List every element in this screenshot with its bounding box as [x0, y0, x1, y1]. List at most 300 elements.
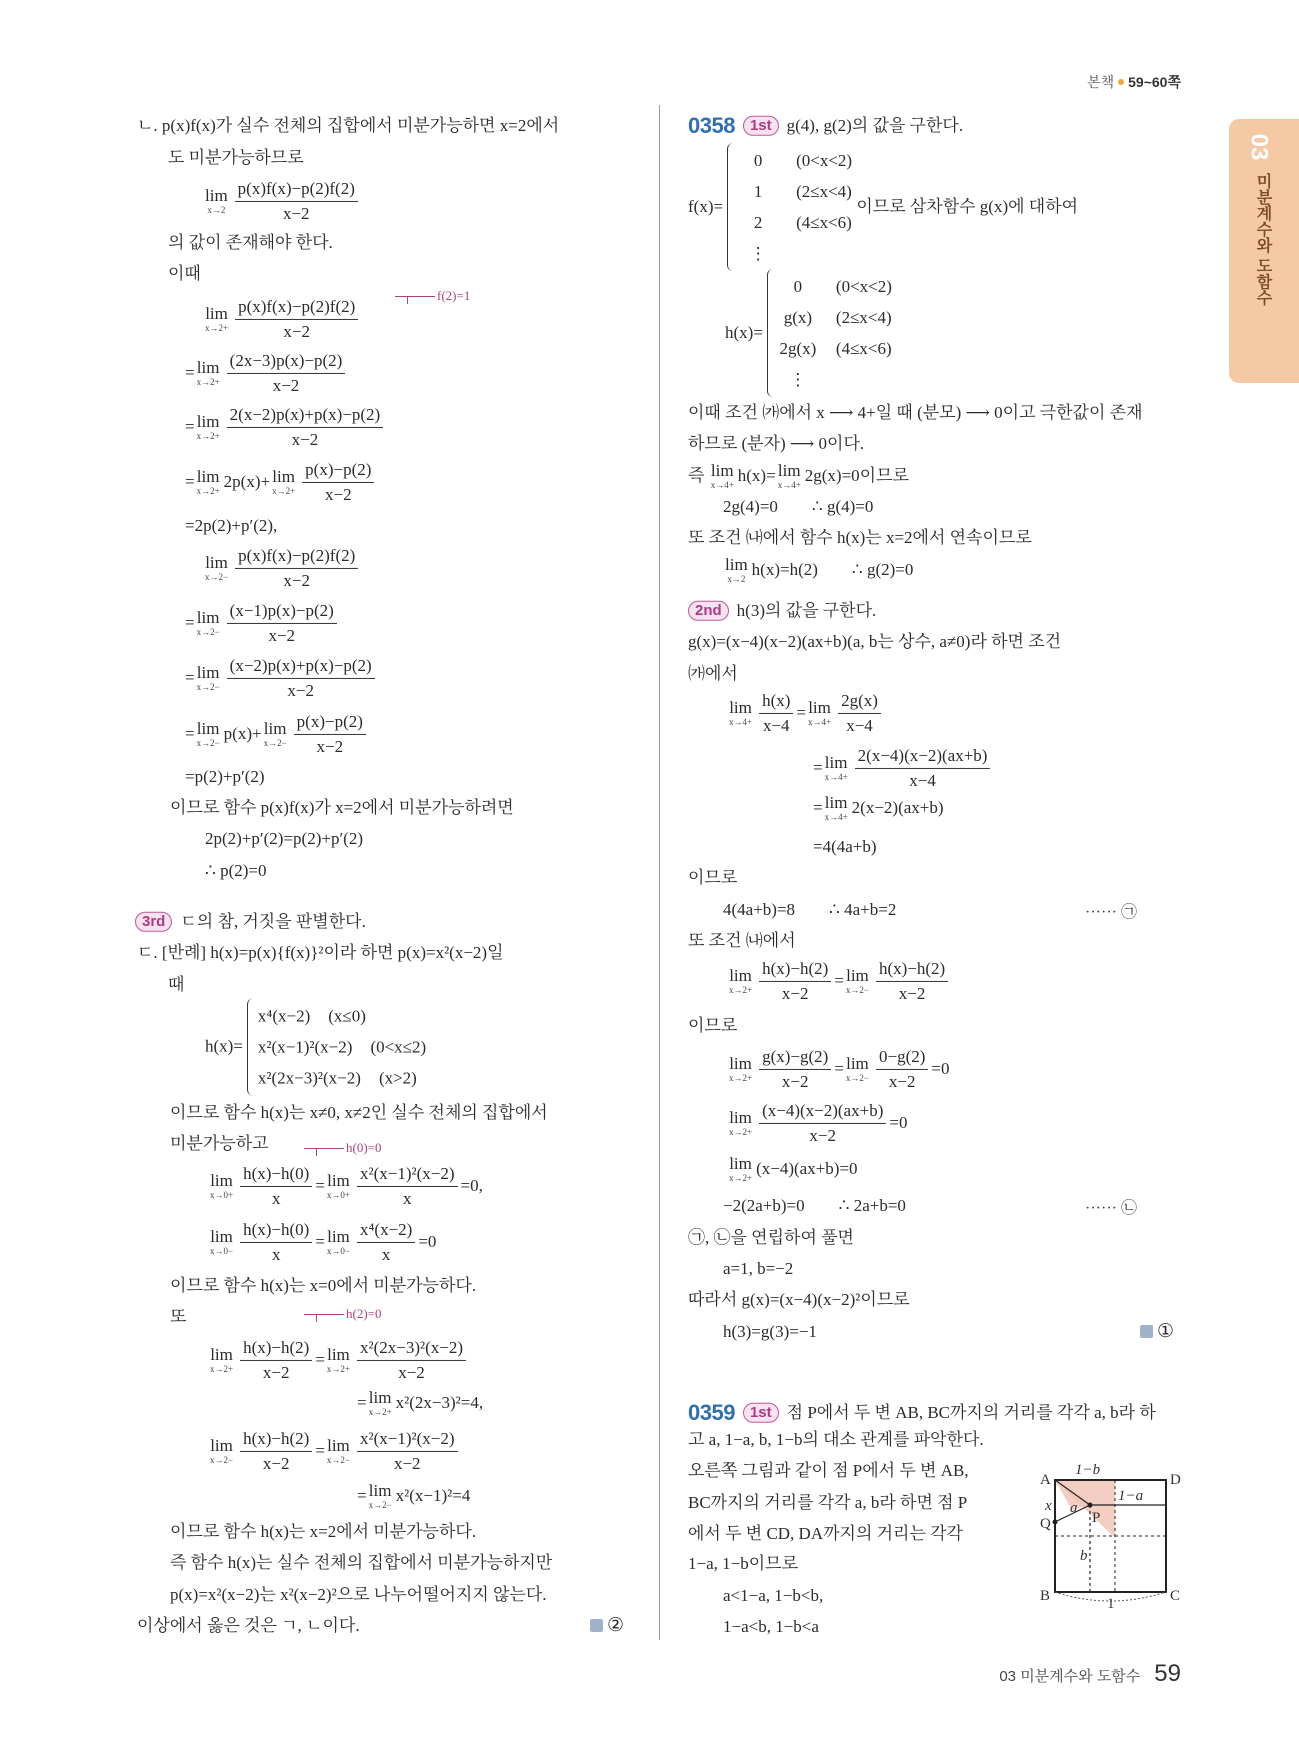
numerator: p(x)−p(2) [294, 712, 366, 735]
solution-line [688, 1493, 967, 1513]
lim-subscript: x→2+ [326, 1364, 350, 1374]
limit-expression [197, 609, 220, 637]
fraction [876, 1047, 928, 1091]
text-span: 또 조건 ㈏에서 [688, 930, 796, 950]
numerator: x²(x−1)²(x−2) [357, 1429, 458, 1452]
fraction [357, 1164, 458, 1208]
label-1-minus-b: 1−b [1075, 1462, 1101, 1478]
limit-expression [205, 554, 228, 582]
numerator: (x−4)(x−2)(ax+b) [759, 1101, 886, 1124]
solution-line [727, 1101, 907, 1145]
case-row [778, 271, 892, 302]
denominator: x−2 [888, 1071, 916, 1091]
page-number: 59 [1154, 1660, 1181, 1687]
text-span: 또 [170, 1306, 187, 1326]
solution-line [723, 556, 913, 584]
lim-subscript: x→0+ [210, 1190, 234, 1200]
numerator: h(x)−h(0) [240, 1220, 312, 1243]
limit-expression [369, 1389, 392, 1417]
text-span: 의 값이 존재해야 한다. [168, 232, 333, 252]
case-row [738, 207, 852, 238]
limit-expression [264, 720, 287, 748]
solution-line [208, 1338, 469, 1382]
limit-expression [825, 754, 848, 782]
solution-line [170, 1134, 269, 1154]
limit-expression [327, 1172, 350, 1200]
limit-expression [711, 462, 734, 490]
solution-line [688, 434, 864, 454]
solution-line [688, 664, 738, 684]
lim-subscript: x→0− [210, 1246, 234, 1256]
limit-expression [197, 413, 220, 441]
text-span: = [185, 362, 195, 382]
solution-line [813, 794, 944, 822]
denominator: x−2 [393, 1453, 421, 1473]
solution-line [688, 931, 796, 951]
solution-line [185, 712, 369, 756]
case-row [258, 1032, 426, 1063]
fraction [235, 546, 358, 590]
lim-word: lim [777, 461, 801, 480]
case-expression: ⋮ [749, 244, 767, 263]
fraction [357, 1220, 415, 1264]
solution-line [688, 1461, 969, 1481]
denominator: x−2 [268, 625, 296, 645]
limit-expression [729, 967, 752, 995]
text-span: 이므로 함수 h(x)는 x≠0, x≠2인 실수 전체의 집합에서 [170, 1102, 548, 1122]
lim-word: lim [368, 1388, 392, 1407]
solution-line [205, 829, 363, 849]
limit-expression [846, 1055, 869, 1083]
numerator: g(x)−g(2) [759, 1047, 831, 1070]
numerator: h(x) [759, 691, 793, 714]
numerator: 2(x−4)(x−2)(ax+b) [855, 746, 991, 769]
solution-line [813, 837, 877, 857]
limit-expression [197, 664, 220, 692]
limit-expression [272, 468, 295, 496]
text-span: 이므로 [688, 1015, 738, 1035]
solution-line [727, 691, 884, 735]
denominator: x−2 [781, 1071, 809, 1091]
denominator: x−2 [262, 1362, 290, 1382]
limit-expression [825, 794, 848, 822]
solution-line [185, 516, 277, 536]
solution-line [688, 1524, 963, 1544]
lim-subscript: x→2− [368, 1500, 392, 1510]
limit-expression [778, 462, 801, 490]
solution-line [205, 861, 266, 881]
text-span: = [185, 723, 195, 743]
solution-line [688, 528, 1032, 548]
lim-word: lim [729, 698, 752, 717]
limit-expression [197, 468, 220, 496]
solution-line [688, 868, 737, 888]
denominator: x−4 [762, 715, 790, 735]
lim-subscript: x→2− [196, 738, 220, 748]
answer-icon [590, 1619, 603, 1632]
limit-expression [729, 1109, 752, 1137]
step-badge: 1st [743, 1403, 779, 1423]
step-badge: 1st [743, 116, 779, 136]
fraction [227, 351, 346, 395]
denominator: x−2 [316, 736, 344, 756]
solution-line [208, 1220, 436, 1264]
limit-expression [197, 359, 220, 387]
limit-expression [725, 556, 748, 584]
solution-line [185, 405, 386, 449]
lim-subscript: x→2 [727, 574, 746, 584]
text-span: 2g(4)=0 ∴ g(4)=0 [723, 496, 874, 516]
lim-word: lim [196, 467, 220, 486]
fraction [759, 1047, 831, 1091]
denominator: x [271, 1244, 281, 1264]
text-span: =p(2)+p′(2) [185, 766, 265, 786]
limit-expression [729, 699, 752, 727]
chapter-title: 미분계수와 도함수 [1254, 173, 1271, 306]
text-span: h(3)=g(3)=−1 [723, 1321, 817, 1341]
label-a-dist: a [1070, 1500, 1078, 1516]
limit-expression [327, 1437, 350, 1465]
problem-number: 0358 [688, 112, 735, 138]
solution-line [170, 798, 514, 818]
solution-line [135, 912, 366, 932]
limit-expression [808, 699, 831, 727]
label-1-minus-a: 1−a [1118, 1488, 1144, 1504]
text-span: −2(2a+b)=0 ∴ 2a+b=0 [723, 1195, 906, 1215]
chapter-number: 03 [1245, 133, 1273, 161]
text-span: = [315, 1231, 325, 1251]
text-span: = [185, 471, 195, 491]
text-span: 1−a<b, 1−b<a [723, 1616, 819, 1636]
label-a: A [1040, 1472, 1051, 1488]
case-row [738, 176, 852, 207]
text-span: BC까지의 거리를 각각 a, b라 하면 점 P [688, 1492, 968, 1512]
text-span: = [357, 1485, 367, 1505]
text-span: = [185, 612, 195, 632]
text-span: 도 미분가능하므로 [168, 147, 304, 167]
numerator: p(x)−p(2) [302, 460, 374, 483]
text-span: 2p(x)+ [223, 471, 271, 491]
text-span: = [185, 667, 195, 687]
limit-expression [210, 1228, 233, 1256]
page-reference [1087, 72, 1181, 92]
case-expression: g(x) [783, 308, 813, 327]
fraction [294, 712, 366, 756]
lim-word: lim [210, 1227, 233, 1246]
numerator: x²(x−1)²(x−2) [357, 1164, 458, 1187]
solution-line [168, 233, 333, 253]
text-span: 2(x−2)(ax+b) [851, 797, 944, 817]
denominator: x−2 [898, 983, 926, 1003]
fraction [227, 405, 384, 449]
lim-word: lim [710, 461, 734, 480]
lim-word: lim [729, 966, 752, 985]
solution-line [185, 460, 377, 504]
denominator: x [381, 1244, 391, 1264]
solution-line [723, 900, 896, 920]
solution-line [170, 1553, 552, 1573]
denominator: x−2 [287, 680, 314, 700]
case-expression: x⁴(x−2) [257, 1006, 311, 1026]
text-span: =4(4a+b) [813, 836, 877, 856]
lim-word: lim [808, 698, 831, 717]
lim-subscript: x→4+ [710, 480, 734, 490]
text-span: 2g(x)=0이므로 [804, 465, 909, 485]
lim-word: lim [368, 1481, 392, 1500]
case-row [738, 238, 852, 269]
book-label: 본책 [1087, 74, 1115, 90]
footer-chapter: 03 미분계수와 도함수 [999, 1668, 1141, 1685]
lim-word: lim [846, 1054, 869, 1073]
limit-expression [327, 1228, 350, 1256]
numerator: h(x)−h(0) [240, 1164, 312, 1187]
case-condition: (x>2) [378, 1068, 417, 1088]
numerator: x⁴(x−2) [357, 1220, 415, 1243]
lim-subscript: x→2− [845, 1073, 869, 1083]
solution-line [168, 975, 184, 995]
text-span: =0 [931, 1058, 950, 1078]
lim-subscript: x→2− [845, 985, 869, 995]
lim-subscript: x→2+ [729, 1073, 753, 1083]
text-span: = [315, 1175, 325, 1195]
text-span: 이므로 삼차함수 g(x)에 대하여 [852, 196, 1079, 216]
lim-subscript: x→2− [196, 627, 220, 637]
step-badge: 3rd [135, 912, 172, 932]
label-d: D [1170, 1472, 1181, 1488]
solution-line [688, 1016, 737, 1036]
label-b-dist: b [1080, 1548, 1088, 1564]
case-expression: x²(x−1)²(x−2) [257, 1037, 353, 1057]
fraction [240, 1338, 312, 1382]
text-span: p(x)+ [223, 723, 262, 743]
label-x: x [1045, 1498, 1052, 1514]
denominator: x−2 [272, 375, 300, 395]
lim-word: lim [729, 1108, 752, 1127]
text-span: x²(x−1)²=4 [395, 1485, 471, 1505]
case-expression: 0 [753, 151, 763, 170]
case-row [258, 1063, 426, 1094]
fraction [759, 1101, 886, 1145]
text-span: 하므로 (분자) ⟶ 0이다. [688, 433, 865, 453]
text-span: 즉 함수 h(x)는 실수 전체의 집합에서 미분가능하지만 [170, 1552, 553, 1572]
solution-line [723, 1196, 906, 1216]
solution-line [137, 1616, 360, 1636]
lim-word: lim [824, 793, 848, 812]
solution-line [357, 1389, 483, 1417]
label-c: C [1170, 1588, 1181, 1604]
denominator: x [402, 1188, 412, 1208]
column-divider [659, 105, 660, 1640]
text-span: p(x)=x²(x−2)는 x²(x−2)²으로 나누어떨어지지 않는다. [170, 1584, 547, 1604]
text-span: 미분가능하고 [170, 1133, 269, 1153]
solution-line [208, 1429, 461, 1473]
limit-expression [327, 1346, 350, 1374]
text-span: = [813, 797, 823, 817]
text-span: 이상에서 옳은 것은 ㄱ, ㄴ이다. [137, 1615, 360, 1635]
chapter-tab[interactable] [1229, 119, 1299, 383]
text-span: =0 [889, 1112, 908, 1132]
case-condition: (2≤x<4) [796, 182, 852, 201]
solution-line [727, 1047, 950, 1091]
text-span: 고 a, 1−a, b, 1−b의 대소 관계를 파악한다. [688, 1429, 984, 1449]
text-span: h(x)= [725, 322, 763, 342]
solution-line [688, 1554, 798, 1574]
case-expression: 2g(x) [779, 339, 817, 358]
lim-subscript: x→2+ [196, 431, 220, 441]
text-span: x²(2x−3)²=4, [395, 1392, 484, 1412]
text-span: = [315, 1349, 325, 1369]
solution-line [723, 1259, 793, 1279]
text-span: 이므로 함수 p(x)f(x)가 x=2에서 미분가능하려면 [170, 797, 514, 817]
case-expression: 1 [753, 182, 763, 201]
text-span: g(4), g(2)의 값을 구한다. [786, 115, 964, 135]
piecewise-cases [767, 269, 892, 397]
solution-line [688, 1430, 984, 1450]
text-span: g(x)=(x−4)(x−2)(ax+b)(a, b는 상수, a≠0)라 하면 조건 [688, 631, 1062, 651]
text-span: =2p(2)+p′(2), [185, 515, 278, 535]
text-span: a<1−a, 1−b<b, [723, 1585, 824, 1605]
annotation-note: f(2)=1 [437, 288, 471, 303]
denominator: x [271, 1188, 281, 1208]
answer-label [1140, 1320, 1174, 1343]
fraction [759, 691, 793, 735]
solution-line [688, 462, 909, 490]
solution-line [688, 1400, 1156, 1426]
denominator: x−2 [262, 1453, 290, 1473]
text-span: 4(4a+b)=8 ∴ 4a+b=2 [723, 899, 897, 919]
lim-word: lim [327, 1227, 350, 1246]
solution-line [723, 497, 873, 517]
solution-line [185, 601, 340, 645]
limit-expression [729, 1155, 752, 1183]
lim-subscript: x→2+ [205, 323, 229, 333]
square-figure [1030, 1450, 1190, 1610]
lim-subscript: x→4+ [824, 772, 848, 782]
text-span: 이므로 [688, 867, 738, 887]
fraction [759, 959, 831, 1003]
label-side-1: 1 [1107, 1596, 1115, 1610]
lim-word: lim [725, 555, 748, 574]
lim-subscript: x→2− [205, 572, 229, 582]
point-q [1053, 1520, 1058, 1525]
lim-subscript: x→2− [210, 1455, 234, 1465]
text-span: h(3)의 값을 구한다. [736, 600, 877, 620]
lim-subscript: x→4+ [729, 717, 753, 727]
annotation-note: h(2)=0 [346, 1306, 382, 1321]
answer-value: ① [1157, 1321, 1175, 1342]
case-condition: (0<x<2) [796, 151, 853, 170]
denominator: x−2 [283, 570, 310, 590]
lim-subscript: x→4+ [824, 812, 848, 822]
lim-word: lim [196, 719, 220, 738]
solution-line [185, 767, 265, 787]
lim-word: lim [196, 663, 220, 682]
text-span: = [357, 1392, 367, 1412]
solution-line [170, 1103, 548, 1123]
lim-word: lim [729, 1154, 752, 1173]
denominator: x−2 [283, 321, 310, 341]
solution-line [688, 403, 1143, 423]
text-span: ㉠, ㉡을 연립하여 풀면 [688, 1227, 854, 1247]
lim-subscript: x→2− [326, 1455, 350, 1465]
numerator: 0−g(2) [876, 1047, 928, 1070]
solution-line [723, 1586, 823, 1606]
solution-line [723, 1322, 817, 1342]
lim-subscript: x→2− [263, 738, 287, 748]
numerator: (2x−3)p(x)−p(2) [227, 351, 346, 374]
text-span: ㄴ. p(x)f(x)가 실수 전체의 집합에서 미분가능하면 x=2에서 [137, 115, 560, 135]
bullet-dot-icon [1118, 79, 1124, 85]
lim-subscript: x→2+ [729, 1173, 753, 1183]
lim-subscript: x→2+ [729, 1127, 753, 1137]
page-range: 59~60쪽 [1128, 74, 1181, 90]
solution-line [185, 656, 378, 700]
fraction [227, 601, 337, 645]
fraction [357, 1338, 466, 1382]
text-span: 또 조건 ㈏에서 함수 h(x)는 x=2에서 연속이므로 [688, 527, 1032, 547]
solution-line [170, 1307, 186, 1327]
lim-subscript: x→4+ [777, 480, 801, 490]
solution-line [208, 1164, 483, 1208]
solution-line [170, 1522, 476, 1542]
solution-line [723, 1617, 819, 1637]
text-span: = [185, 416, 195, 436]
case-row [738, 145, 852, 176]
text-span: = [315, 1440, 325, 1460]
case-condition: (4≤x<6) [796, 213, 852, 232]
text-span: ㄷ. [반례] h(x)=p(x){f(x)}²이라 하면 p(x)=x²(x−2)일 [137, 942, 504, 962]
lim-word: lim [205, 304, 228, 323]
solution-line [688, 601, 876, 621]
limit-expression [197, 720, 220, 748]
limit-expression [210, 1172, 233, 1200]
lim-word: lim [210, 1436, 233, 1455]
text-span: h(x)= [737, 465, 776, 485]
solution-line [813, 746, 993, 790]
limit-expression [210, 1346, 233, 1374]
lim-subscript: x→4+ [808, 717, 832, 727]
text-span: =0, [460, 1175, 483, 1195]
numerator: h(x)−h(2) [240, 1338, 312, 1361]
text-span: ㈎에서 [688, 663, 738, 683]
text-span: ∴ p(2)=0 [205, 860, 267, 880]
limit-expression [210, 1437, 233, 1465]
numerator: (x−2)p(x)+p(x)−p(2) [227, 656, 375, 679]
lim-word: lim [210, 1345, 233, 1364]
solution-line [137, 116, 559, 136]
denominator: x−2 [809, 1125, 837, 1145]
equation-marker: ······ ㉡ [1085, 1200, 1137, 1217]
lim-subscript: x→2+ [210, 1364, 234, 1374]
case-row [778, 302, 892, 333]
answer-label [590, 1614, 624, 1637]
case-condition: (4≤x<6) [835, 339, 892, 358]
lim-word: lim [327, 1436, 350, 1455]
fraction [240, 1220, 312, 1264]
lim-subscript: x→2+ [368, 1407, 392, 1417]
numerator: (x−1)p(x)−p(2) [227, 601, 337, 624]
text-span: 때 [168, 974, 185, 994]
solution-line [203, 546, 361, 590]
case-condition: (2≤x<4) [835, 308, 892, 327]
label-b: B [1040, 1588, 1051, 1604]
solution-line [357, 1482, 470, 1510]
lim-word: lim [205, 186, 228, 205]
lim-word: lim [205, 553, 228, 572]
answer-value: ② [607, 1615, 625, 1636]
lim-word: lim [210, 1171, 233, 1190]
solution-line [205, 999, 426, 1096]
